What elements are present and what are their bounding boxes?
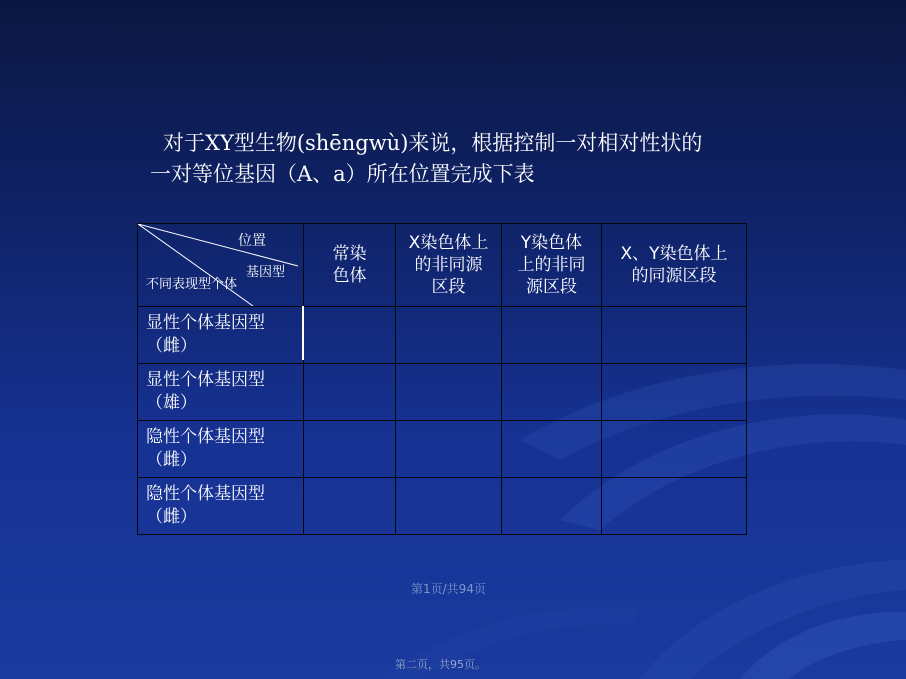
column-header-y-nonhomologous: Y染色体 上的非同 源区段 [502, 224, 602, 307]
table-header-row [138, 224, 747, 307]
corner-position-label: 位置 [238, 233, 266, 249]
slide-title [150, 128, 850, 190]
table-cell[interactable] [502, 307, 602, 364]
table-cell[interactable] [602, 478, 747, 535]
table-cell[interactable] [304, 478, 396, 535]
table-cell[interactable] [304, 421, 396, 478]
table-cell[interactable] [396, 307, 502, 364]
table-cell[interactable] [304, 364, 396, 421]
table-cell[interactable] [602, 421, 747, 478]
row-label-dominant-male: 显性个体基因型 （雄） [138, 364, 304, 421]
table-cell[interactable] [396, 421, 502, 478]
corner-genotype-label: 基因型 [246, 265, 286, 280]
row-label-recessive-female-2: 隐性个体基因型 （雌） [138, 478, 304, 535]
table-row [138, 421, 747, 478]
text-cursor [302, 306, 304, 360]
corner-individual-label: 不同表现型个体 [146, 277, 238, 292]
table-cell[interactable] [396, 364, 502, 421]
page-indicator: 第1页/共94页 [411, 582, 486, 596]
row-label-recessive-female: 隐性个体基因型 （雌） [138, 421, 304, 478]
title-line-1: 对于XY型生物(shēngwù)来说，根据控制一对相对性状的 [163, 131, 703, 155]
column-header-xy-homologous: X、Y染色体上 的同源区段 [602, 224, 747, 307]
row-label-dominant-female: 显性个体基因型 （雌） [138, 307, 304, 364]
table-row [138, 364, 747, 421]
column-header-autosome: 常染 色体 [304, 224, 396, 307]
table-corner-cell [138, 224, 304, 307]
table-row [138, 307, 747, 364]
table-cell[interactable] [502, 478, 602, 535]
column-header-x-nonhomologous: X染色体上 的非同源 区段 [396, 224, 502, 307]
table-cell[interactable] [304, 307, 396, 364]
table-cell[interactable] [602, 364, 747, 421]
table-cell[interactable] [396, 478, 502, 535]
title-line-2: 一对等位基因（A、a）所在位置完成下表 [150, 162, 535, 186]
table-cell[interactable] [502, 364, 602, 421]
genotype-table [137, 223, 747, 535]
footer-note: 第二页，共95页。 [395, 658, 486, 671]
table-cell[interactable] [502, 421, 602, 478]
table-cell[interactable] [602, 307, 747, 364]
table-row [138, 478, 747, 535]
